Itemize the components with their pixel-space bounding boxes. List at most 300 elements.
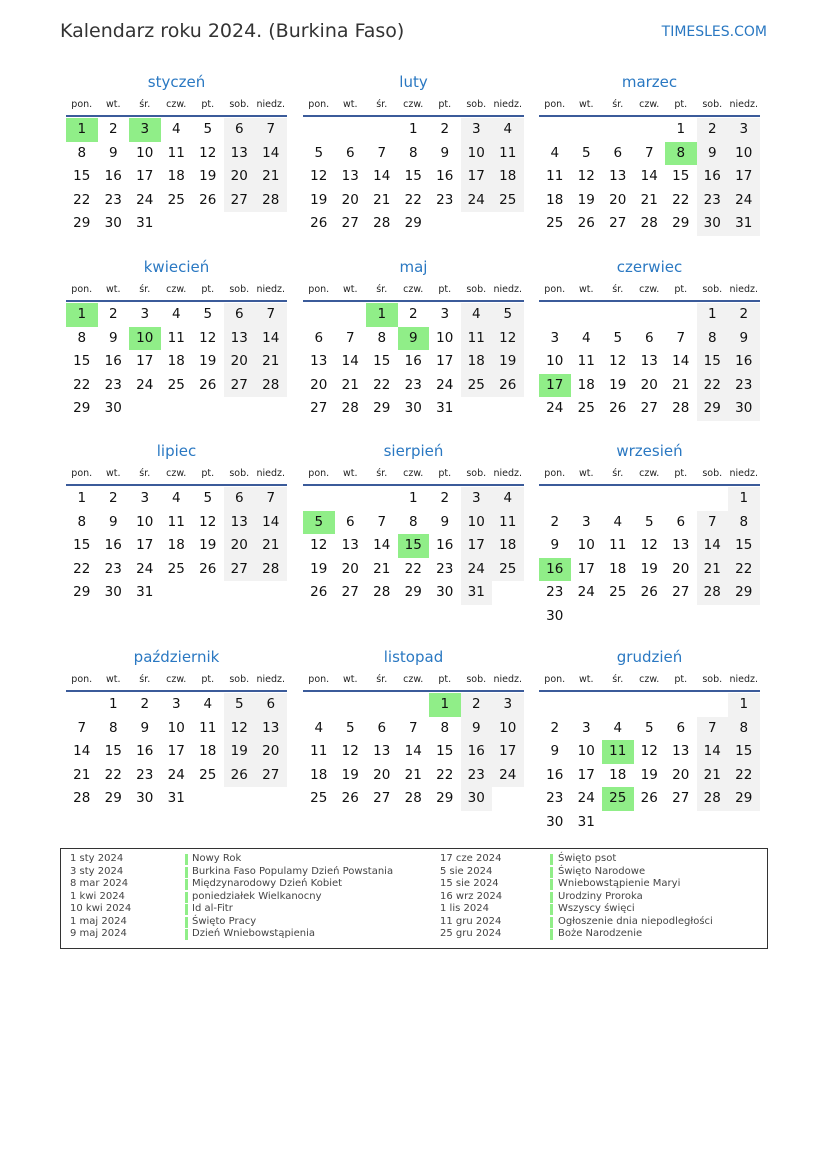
day: 3 [461, 118, 493, 142]
day: 16 [136, 743, 154, 759]
day: 4 [550, 144, 560, 161]
day: 24 [136, 191, 154, 208]
day: 12 [199, 513, 217, 530]
day: 14 [640, 168, 658, 184]
day: 4 [461, 303, 493, 327]
day: 21 [640, 191, 658, 208]
brand-link[interactable]: TIMESLES.COM [661, 24, 767, 40]
weekday-label: sob. [466, 468, 487, 479]
day: 27 [224, 558, 256, 582]
weekday-label: pon. [544, 284, 566, 295]
day-grid [66, 693, 287, 811]
day: 21 [697, 764, 729, 788]
weekday-label: czw. [639, 99, 660, 110]
day: 28 [404, 790, 422, 806]
holiday-day: 3 [129, 118, 161, 142]
weekday-label: pon. [544, 674, 566, 685]
day: 29 [373, 400, 391, 416]
day: 28 [73, 790, 91, 806]
day: 28 [697, 787, 729, 811]
day: 9 [140, 719, 150, 736]
day: 5 [203, 306, 213, 322]
day: 22 [104, 766, 122, 783]
month-name: grudzień [616, 648, 683, 666]
weekday-label: sob. [702, 284, 723, 295]
empty-cell [634, 118, 666, 142]
day: 4 [171, 121, 181, 137]
weekday-label: wt. [342, 674, 358, 685]
day: 6 [224, 118, 256, 142]
day: 1 [77, 490, 87, 506]
day: 14 [697, 740, 729, 764]
holiday-day: 1 [429, 693, 461, 717]
day: 12 [310, 168, 328, 184]
weekday-label: czw. [639, 468, 660, 479]
legend-marker [550, 929, 553, 940]
holiday-legend [60, 848, 768, 949]
day-grid [539, 487, 760, 628]
day: 8 [77, 144, 87, 161]
day-grid [539, 118, 760, 236]
weekday-label: wt. [105, 674, 121, 685]
empty-cell [366, 487, 398, 511]
empty-cell [634, 693, 666, 717]
empty-cell [539, 118, 571, 142]
month-0 [66, 70, 287, 236]
day: 19 [199, 353, 217, 369]
holiday-day: 9 [398, 327, 430, 351]
day: 17 [728, 165, 760, 189]
day: 29 [73, 584, 91, 600]
weekday-label: pt. [201, 674, 215, 685]
day: 21 [255, 350, 287, 374]
weekday-label: pon. [544, 468, 566, 479]
day: 23 [546, 584, 564, 600]
weekday-header [303, 464, 524, 486]
day: 14 [255, 142, 287, 166]
month-6 [66, 439, 287, 605]
day: 7 [345, 329, 355, 346]
empty-cell [66, 693, 98, 717]
empty-cell [602, 487, 634, 511]
day: 27 [255, 764, 287, 788]
day: 2 [461, 693, 493, 717]
day: 10 [436, 329, 454, 346]
legend-marker [550, 867, 553, 878]
day: 24 [461, 558, 493, 582]
day: 5 [314, 144, 324, 161]
day: 14 [373, 537, 391, 553]
day: 13 [224, 511, 256, 535]
day: 3 [440, 306, 450, 322]
day: 3 [492, 693, 524, 717]
legend-holiday-name: Święto psot [558, 853, 617, 864]
weekday-label: pon. [308, 674, 330, 685]
weekday-label: wt. [578, 284, 594, 295]
day: 2 [440, 121, 450, 137]
day: 27 [341, 584, 359, 600]
weekday-label: śr. [612, 468, 624, 479]
weekday-label: czw. [166, 284, 187, 295]
day: 6 [314, 329, 324, 346]
weekday-label: niedz. [729, 99, 759, 110]
day: 19 [224, 740, 256, 764]
day: 5 [613, 329, 623, 346]
empty-cell [335, 693, 367, 717]
empty-cell [366, 118, 398, 142]
day: 6 [676, 513, 686, 530]
day: 20 [310, 376, 328, 393]
holiday-day: 10 [129, 327, 161, 351]
day: 19 [640, 560, 658, 577]
day: 10 [461, 511, 493, 535]
day: 19 [199, 537, 217, 553]
day: 2 [408, 306, 418, 322]
day: 16 [728, 350, 760, 374]
day: 8 [408, 513, 418, 530]
weekday-label: pt. [438, 99, 452, 110]
day: 29 [728, 787, 760, 811]
weekday-label: pon. [544, 99, 566, 110]
day: 17 [492, 740, 524, 764]
day: 14 [672, 353, 690, 369]
day: 25 [167, 560, 185, 577]
month-3 [66, 255, 287, 421]
day: 4 [492, 118, 524, 142]
day: 13 [224, 327, 256, 351]
day: 16 [104, 537, 122, 553]
legend-holiday-name: Nowy Rok [192, 853, 242, 864]
day: 24 [546, 400, 564, 416]
weekday-label: pt. [201, 468, 215, 479]
weekday-label: pt. [438, 468, 452, 479]
day: 24 [461, 189, 493, 213]
day: 2 [550, 719, 560, 736]
day: 9 [108, 329, 118, 346]
day: 14 [697, 534, 729, 558]
day: 26 [310, 584, 328, 600]
day: 5 [203, 121, 213, 137]
day: 9 [550, 537, 560, 553]
day: 22 [73, 376, 91, 393]
day: 1 [408, 121, 418, 137]
day: 21 [255, 165, 287, 189]
day: 4 [171, 306, 181, 322]
legend-date: 15 sie 2024 [440, 878, 499, 889]
legend-date: 10 kwi 2024 [70, 903, 132, 914]
day: 3 [140, 490, 150, 506]
day: 3 [581, 513, 591, 530]
weekday-header [539, 670, 760, 692]
day: 8 [108, 719, 118, 736]
day: 7 [697, 717, 729, 741]
weekday-header [303, 95, 524, 117]
month-name: czerwiec [616, 258, 683, 276]
day: 1 [728, 693, 760, 717]
day: 16 [697, 165, 729, 189]
day: 9 [440, 144, 450, 161]
weekday-label: niedz. [256, 99, 286, 110]
month-8 [539, 439, 760, 628]
day: 3 [461, 487, 493, 511]
day: 14 [255, 511, 287, 535]
day: 13 [373, 743, 391, 759]
empty-cell [303, 693, 335, 717]
weekday-label: pon. [71, 468, 93, 479]
day: 29 [73, 215, 91, 231]
day-grid [66, 303, 287, 421]
day: 13 [341, 168, 359, 184]
month-name: luty [399, 73, 428, 91]
empty-cell [303, 487, 335, 511]
day-grid [303, 118, 524, 236]
day: 21 [373, 560, 391, 577]
day: 5 [644, 513, 654, 530]
legend-marker [185, 904, 188, 915]
day: 27 [672, 790, 690, 806]
day: 20 [341, 191, 359, 208]
day: 26 [577, 215, 595, 231]
day: 29 [672, 215, 690, 231]
day: 2 [728, 303, 760, 327]
weekday-label: niedz. [729, 674, 759, 685]
legend-date: 16 wrz 2024 [440, 890, 503, 902]
day: 30 [104, 400, 122, 416]
day: 10 [136, 144, 154, 161]
day: 17 [167, 743, 185, 759]
day: 23 [546, 790, 564, 806]
day: 10 [136, 513, 154, 530]
day: 19 [640, 766, 658, 783]
day: 3 [140, 306, 150, 322]
empty-cell [634, 487, 666, 511]
day: 21 [341, 376, 359, 393]
day: 28 [640, 215, 658, 231]
weekday-label: czw. [639, 284, 660, 295]
weekday-label: czw. [166, 674, 187, 685]
day: 2 [108, 121, 118, 137]
day: 23 [728, 374, 760, 398]
day: 26 [310, 215, 328, 231]
day: 4 [581, 329, 591, 346]
empty-cell [602, 303, 634, 327]
day: 5 [492, 303, 524, 327]
weekday-label: pon. [71, 99, 93, 110]
day: 17 [577, 560, 595, 577]
weekday-header [539, 95, 760, 117]
weekday-label: śr. [376, 468, 388, 479]
day: 27 [373, 790, 391, 806]
weekday-label: pon. [71, 284, 93, 295]
day: 19 [492, 350, 524, 374]
weekday-label: pt. [438, 674, 452, 685]
day-grid [539, 303, 760, 421]
weekday-label: niedz. [256, 674, 286, 685]
day: 15 [728, 740, 760, 764]
day: 6 [644, 329, 654, 346]
day: 12 [341, 743, 359, 759]
day: 27 [672, 584, 690, 600]
day: 17 [136, 353, 154, 369]
day: 10 [492, 717, 524, 741]
day: 12 [224, 717, 256, 741]
day: 9 [108, 144, 118, 161]
day: 29 [728, 581, 760, 605]
day: 15 [728, 534, 760, 558]
day: 12 [640, 743, 658, 759]
day: 9 [108, 513, 118, 530]
day: 24 [577, 584, 595, 600]
day: 30 [136, 790, 154, 806]
day: 13 [341, 537, 359, 553]
month-5 [539, 255, 760, 421]
legend-marker [550, 892, 553, 903]
day: 22 [404, 191, 422, 208]
day: 6 [676, 719, 686, 736]
day: 22 [697, 374, 729, 398]
day: 28 [255, 374, 287, 398]
day: 26 [199, 191, 217, 208]
weekday-label: czw. [639, 674, 660, 685]
weekday-label: sob. [229, 674, 250, 685]
day: 19 [577, 191, 595, 208]
weekday-label: wt. [105, 99, 121, 110]
day: 20 [640, 376, 658, 393]
day: 11 [167, 513, 185, 530]
day: 19 [310, 560, 328, 577]
legend-holiday-name: Wszyscy święci [558, 903, 635, 914]
day: 31 [167, 790, 185, 806]
day: 29 [404, 584, 422, 600]
day: 20 [255, 740, 287, 764]
legend-date: 1 maj 2024 [70, 915, 127, 927]
day: 9 [461, 717, 493, 741]
day: 20 [672, 560, 690, 577]
day: 20 [341, 560, 359, 577]
day: 7 [697, 511, 729, 535]
month-name: styczeń [147, 73, 206, 91]
day: 6 [345, 513, 355, 530]
day: 21 [672, 376, 690, 393]
holiday-day: 11 [602, 740, 634, 764]
legend-holiday-name: Dzień Wniebowstąpienia [192, 928, 315, 939]
month-name: październik [133, 648, 220, 666]
day: 9 [697, 142, 729, 166]
weekday-label: śr. [612, 284, 624, 295]
weekday-label: wt. [105, 284, 121, 295]
day: 10 [546, 353, 564, 369]
legend-date: 1 kwi 2024 [70, 890, 125, 902]
empty-cell [634, 303, 666, 327]
day: 15 [672, 168, 690, 184]
day: 26 [199, 376, 217, 393]
day: 11 [492, 511, 524, 535]
day: 10 [167, 719, 185, 736]
legend-date: 25 gru 2024 [440, 928, 502, 939]
weekday-label: śr. [376, 284, 388, 295]
day: 14 [373, 168, 391, 184]
day: 7 [255, 303, 287, 327]
month-name: listopad [383, 648, 444, 666]
weekday-label: niedz. [729, 284, 759, 295]
day: 2 [550, 513, 560, 530]
day: 27 [224, 189, 256, 213]
weekday-label: śr. [376, 674, 388, 685]
legend-marker [185, 867, 188, 878]
holiday-day: 1 [66, 118, 98, 142]
weekday-label: śr. [139, 284, 151, 295]
month-name: sierpień [383, 442, 444, 460]
weekday-label: niedz. [256, 468, 286, 479]
day: 10 [577, 743, 595, 759]
weekday-label: pt. [438, 284, 452, 295]
weekday-label: sob. [466, 99, 487, 110]
weekday-label: sob. [702, 99, 723, 110]
day: 16 [404, 353, 422, 369]
day: 22 [73, 560, 91, 577]
day-grid [539, 693, 760, 834]
weekday-label: śr. [612, 99, 624, 110]
day: 1 [676, 121, 686, 137]
day: 17 [577, 766, 595, 783]
day: 25 [492, 189, 524, 213]
day: 4 [613, 513, 623, 530]
weekday-header [303, 670, 524, 692]
day: 25 [609, 584, 627, 600]
day: 25 [167, 191, 185, 208]
legend-date: 11 gru 2024 [440, 915, 502, 927]
day: 9 [440, 513, 450, 530]
legend-date: 9 maj 2024 [70, 928, 127, 939]
weekday-header [539, 280, 760, 302]
day: 19 [341, 766, 359, 783]
month-2 [539, 70, 760, 236]
legend-holiday-name: Międzynarodowy Dzień Kobiet [192, 878, 343, 889]
day: 21 [404, 766, 422, 783]
day: 24 [136, 376, 154, 393]
day: 9 [728, 327, 760, 351]
empty-cell [335, 118, 367, 142]
day: 6 [613, 144, 623, 161]
weekday-header [539, 464, 760, 486]
day: 23 [697, 189, 729, 213]
day: 29 [104, 790, 122, 806]
day: 28 [672, 400, 690, 416]
day: 30 [461, 787, 493, 811]
day: 12 [609, 353, 627, 369]
day: 8 [728, 511, 760, 535]
day: 17 [136, 537, 154, 553]
day: 31 [436, 400, 454, 416]
empty-cell [303, 303, 335, 327]
day: 30 [546, 813, 564, 830]
weekday-label: wt. [578, 674, 594, 685]
day: 20 [224, 165, 256, 189]
empty-cell [539, 693, 571, 717]
empty-cell [539, 303, 571, 327]
day: 26 [492, 374, 524, 398]
day: 24 [728, 189, 760, 213]
day: 5 [203, 490, 213, 506]
weekday-label: niedz. [256, 284, 286, 295]
holiday-day: 17 [539, 374, 571, 398]
day: 11 [310, 743, 328, 759]
day: 25 [492, 558, 524, 582]
day: 22 [373, 376, 391, 393]
day: 18 [492, 165, 524, 189]
day: 18 [167, 168, 185, 184]
day: 24 [436, 376, 454, 393]
